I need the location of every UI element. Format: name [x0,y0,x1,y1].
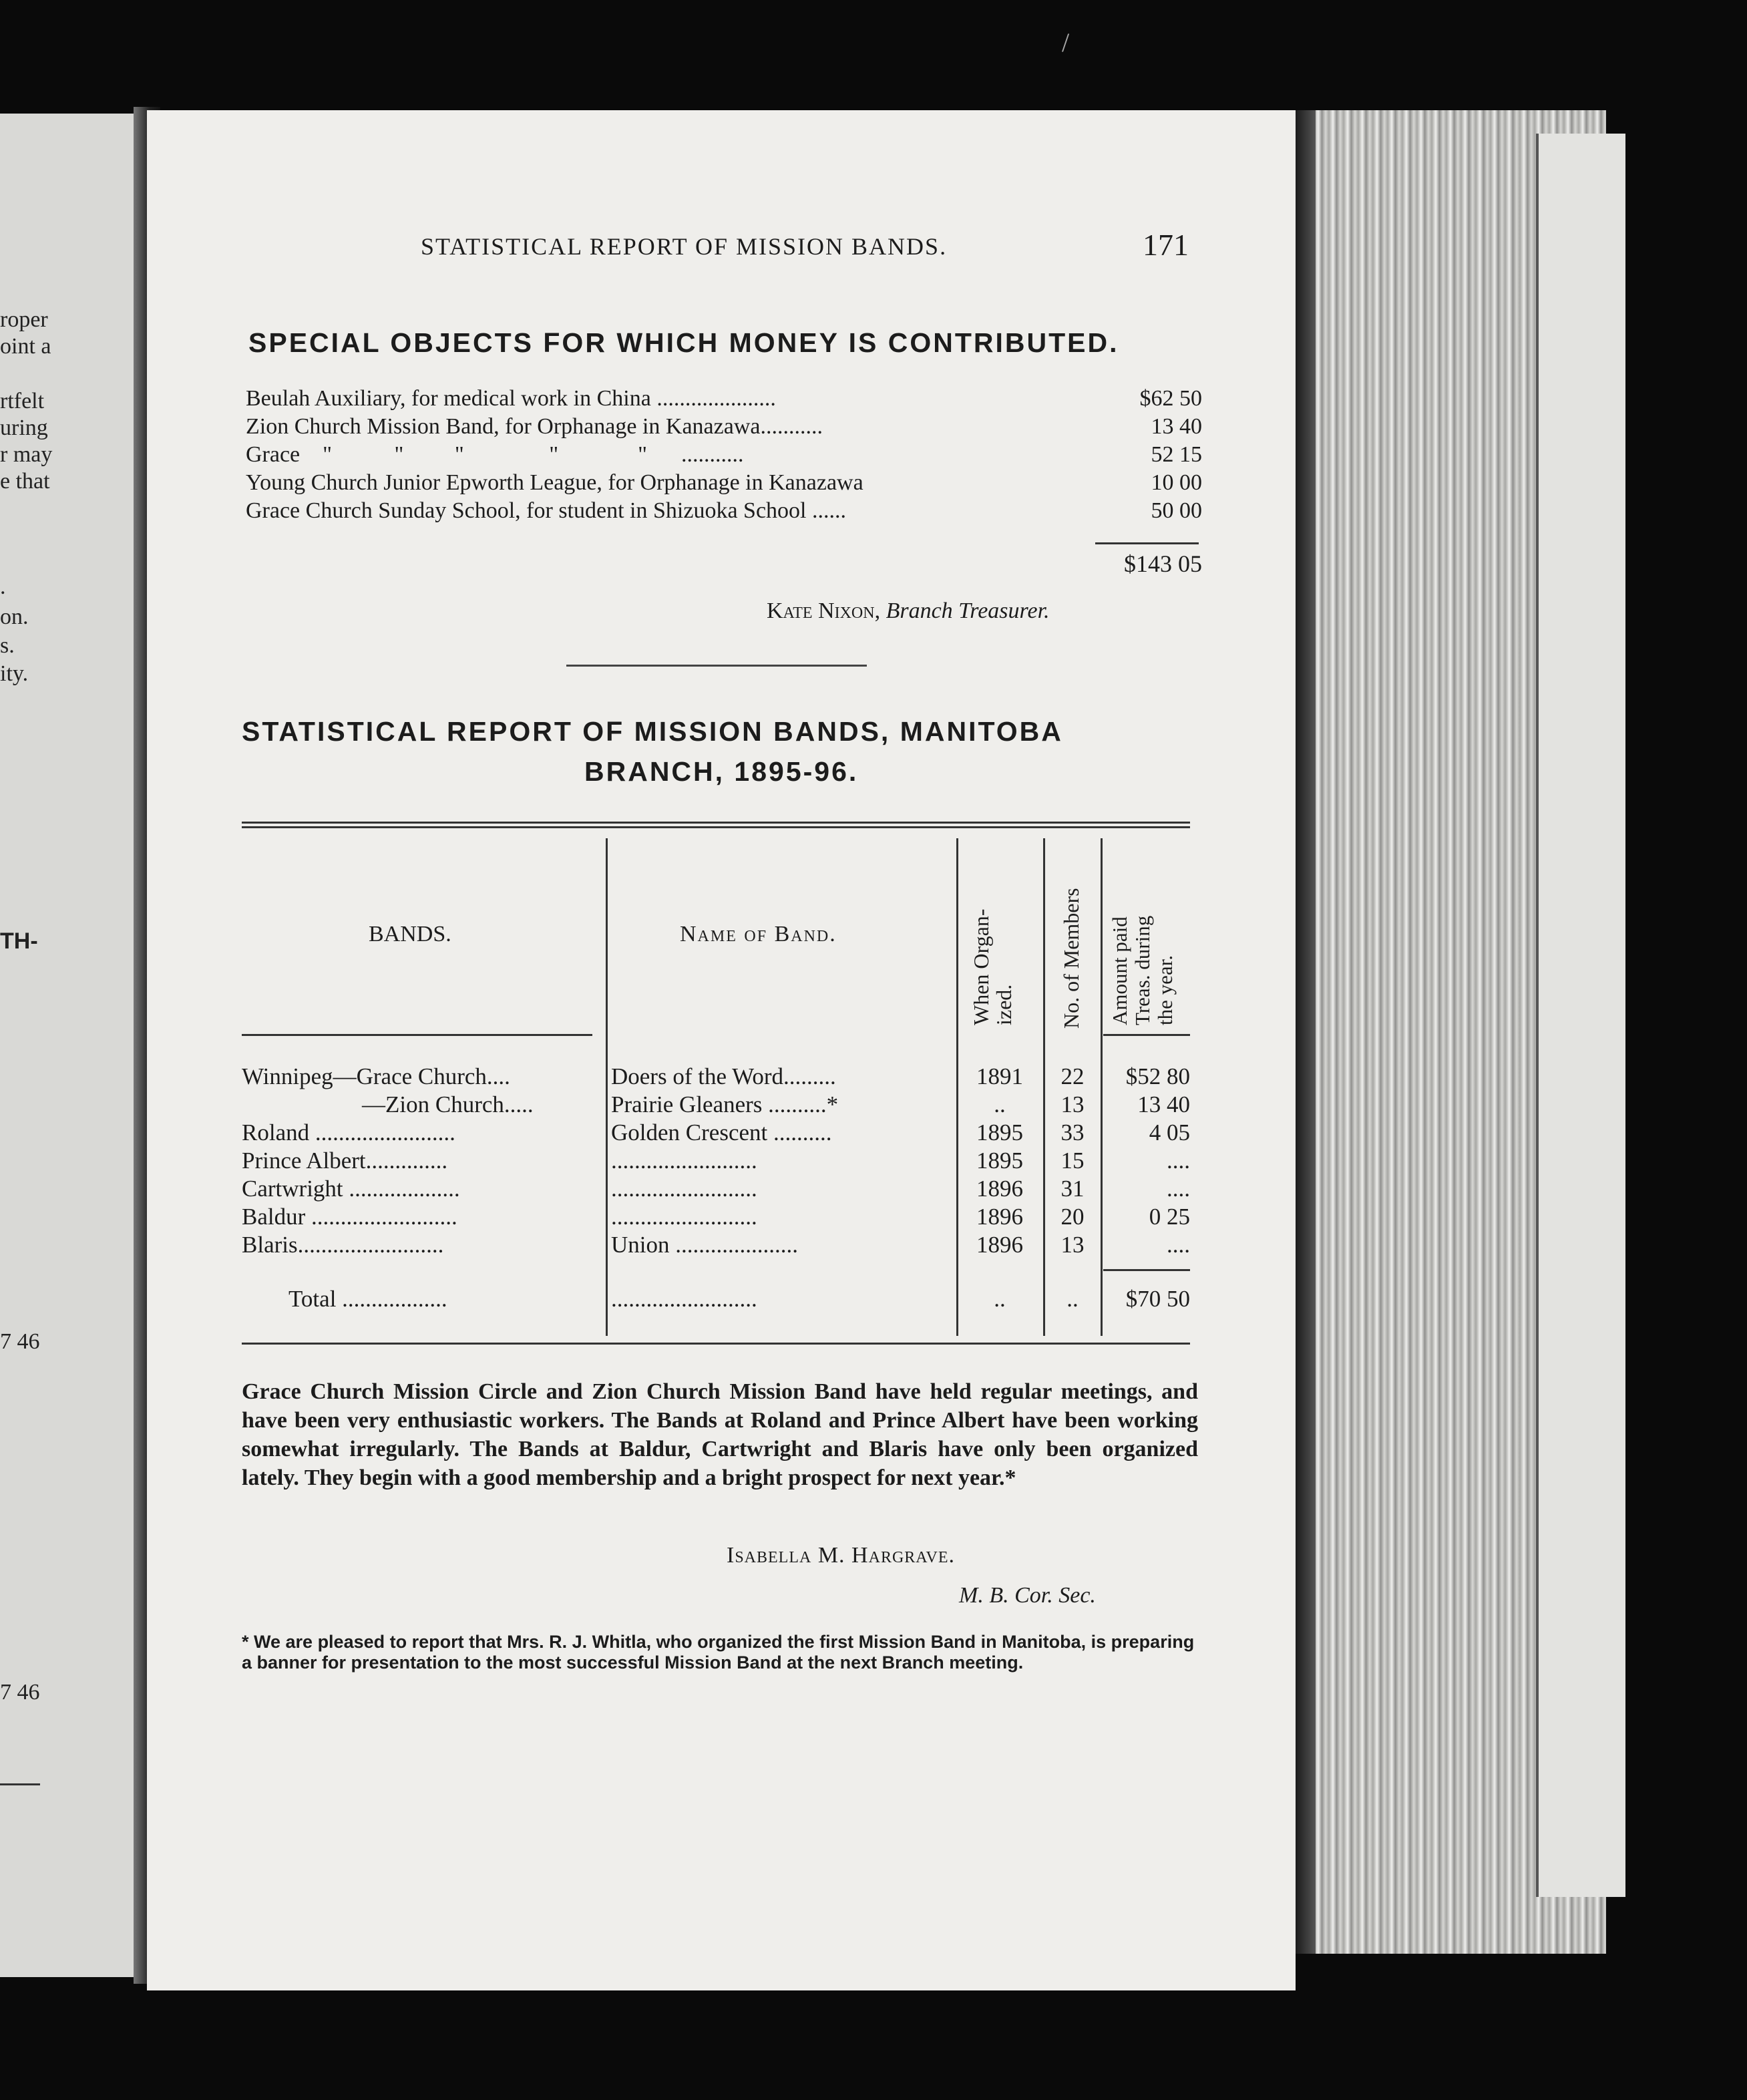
amount-cell: .... [1167,1232,1190,1258]
left-fragment: ity. [0,661,29,686]
list-item [246,386,1202,414]
item-amount: 13 40 [1151,414,1202,439]
band-cell: —Zion Church..... [362,1091,534,1117]
band-name-cell: Golden Crescent .......... [611,1119,832,1146]
report-title-line1: STATISTICAL REPORT OF MISSION BANDS, MANITOBA [242,716,1063,747]
total-label-cell: Total .................. [288,1286,447,1312]
book-cover-edge [1536,134,1625,1897]
item-label: Beulah Auxiliary, for medical work in China ..................... [246,386,776,411]
left-rule [0,1783,40,1785]
total-rule [1095,542,1199,544]
organized-cell: 1895 [976,1148,1023,1174]
report-paragraph: Grace Church Mission Circle and Zion Church Mission Band have held regular meetings, and have been very enthusiastic workers. The Bands at Roland and Prince Albert have been working somewhat irregularly. The Bands at Baldur, Cartwright and Blaris have only been organized lately. They begin with a good membership and a bright prospect for next year.* [242,1379,1198,1490]
running-header [267,227,1189,267]
members-cell: 33 [1060,1119,1085,1146]
list-item [246,470,1202,498]
left-fragment: r may [0,442,53,467]
band-name-cell: ......................... [611,1286,757,1312]
footnote: * We are pleased to report that Mrs. R. J. Whitla, who organized the first Mission Band in Manitoba, is preparing a banner for presentation to the most successful Mission Band at the next Branch meeting. [242,1632,1195,1673]
members-cell: 15 [1060,1148,1085,1174]
left-fragment: . [0,574,6,599]
band-name-cell: Doers of the Word......... [611,1063,836,1089]
amount-cell: 0 25 [1149,1204,1190,1230]
band-cell: Blaris......................... [242,1232,444,1258]
total-amount-cell: $70 50 [1125,1286,1190,1312]
column-divider [1101,838,1103,1336]
amount-cell: 4 05 [1149,1119,1190,1146]
left-fragment: oint a [0,334,51,359]
secretary-name: Isabella M. Hargrave. [727,1543,956,1568]
item-label: Zion Church Mission Band, for Orphanage in Kanazawa........... [246,414,823,439]
header-rule [242,1034,592,1036]
members-cell: 22 [1060,1063,1085,1089]
left-fragment: 7 46 [0,1680,40,1705]
treasurer-signature [767,598,1050,624]
list-item [246,442,1202,470]
band-name-cell: ......................... [611,1148,757,1174]
header-rule [1103,1034,1190,1036]
members-cell: 31 [1060,1176,1085,1202]
list-item [246,414,1202,442]
treasurer-role: Branch Treasurer. [886,598,1050,623]
item-label: Grace Church Sunday School, for student in Shizuoka School ...... [246,498,846,523]
left-page [0,114,147,1977]
band-cell: Roland ........................ [242,1119,455,1146]
organized-cell: 1896 [976,1176,1023,1202]
book-edge-shadow [1292,110,1316,1954]
column-header-members: No. of Members [1059,888,1083,1029]
column-header-name: Name of Band. [680,922,837,946]
band-cell: Cartwright ................... [242,1176,460,1202]
item-amount: 10 00 [1151,470,1202,495]
left-fragment: TH- [0,928,38,954]
left-fragment: on. [0,604,29,629]
item-label: Young Church Junior Epworth League, for Orphanage in Kanazawa [246,470,863,495]
list-item [246,498,1202,526]
column-header-amount: Amount paid Treas. during the year. [1108,915,1177,1025]
table-top-rule [242,826,1190,828]
amount-cell: $52 80 [1125,1063,1190,1089]
left-fragment: uring [0,415,48,440]
left-fragment: rtfelt [0,389,45,413]
band-name-cell: ......................... [611,1204,757,1230]
section-divider [566,665,867,667]
band-name-cell: Union ..................... [611,1232,798,1258]
item-label: Grace " " " " " ........... [246,442,744,467]
table-top-rule [242,822,1190,824]
column-divider [606,838,608,1336]
members-cell: .. [1066,1286,1079,1312]
secretary-role: M. B. Cor. Sec. [959,1583,1096,1608]
organized-cell: 1896 [976,1232,1023,1258]
amount-cell: .... [1167,1176,1190,1202]
running-title: STATISTICAL REPORT OF MISSION BANDS. [421,233,948,260]
treasurer-name: Kate Nixon, [767,598,881,623]
amount-cell: .... [1167,1148,1190,1174]
left-fragment: e that [0,469,50,494]
column-header-bands: BANDS. [369,922,451,946]
band-name-cell: ......................... [611,1176,757,1202]
page-number: 171 [1143,228,1189,262]
left-fragment: 7 46 [0,1329,40,1354]
organized-cell: 1891 [976,1063,1023,1089]
column-header-organized: When Organ- ized. [969,908,1016,1025]
band-cell: Baldur ......................... [242,1204,457,1230]
left-fragment: roper [0,307,48,332]
total-rule [1103,1269,1190,1271]
scan-mark: / [1062,27,1070,57]
mission-bands-table [242,822,1190,1349]
special-objects-heading: SPECIAL OBJECTS FOR WHICH MONEY IS CONTRIBUTED. [248,327,1119,358]
item-amount: $62 50 [1139,386,1202,411]
band-name-cell: Prairie Gleaners ..........* [611,1091,839,1117]
band-cell: Winnipeg—Grace Church.... [242,1063,510,1089]
item-amount: 50 00 [1151,498,1202,523]
organized-cell: .. [994,1091,1006,1117]
organized-cell: .. [994,1286,1006,1312]
special-total: $143 05 [1124,550,1202,577]
table-bottom-rule [242,1343,1190,1345]
amount-cell: 13 40 [1137,1091,1190,1117]
left-fragment: s. [0,633,15,658]
members-cell: 13 [1060,1232,1085,1258]
organized-cell: 1896 [976,1204,1023,1230]
members-cell: 13 [1060,1091,1085,1117]
item-amount: 52 15 [1151,442,1202,467]
report-title-line2: BRANCH, 1895-96. [584,756,859,787]
organized-cell: 1895 [976,1119,1023,1146]
members-cell: 20 [1060,1204,1085,1230]
band-cell: Prince Albert.............. [242,1148,448,1174]
